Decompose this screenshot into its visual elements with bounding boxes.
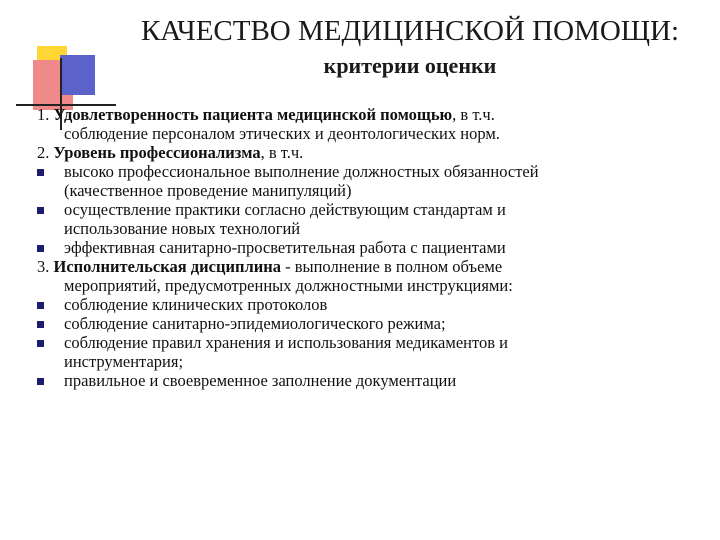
criterion-1 (37, 105, 697, 124)
bullet-text: эффективная санитарно-просветительная работа с пациентами (64, 238, 506, 257)
bullet-text: правильное и своевременное заполнение документации (64, 371, 457, 390)
bullet-text: соблюдение клинических протоколов (64, 295, 328, 314)
criterion-3-bullet-2 (37, 314, 697, 333)
criterion-3-bullet-1 (37, 295, 697, 314)
criterion-2 (37, 143, 697, 162)
bullet-square-icon (37, 340, 44, 347)
criterion-3-text: - выполнение в полном объеме (280, 257, 503, 276)
criterion-1-number: 1. (37, 105, 50, 124)
bullet-text: соблюдение правил хранения и использования медикаментов и (64, 333, 508, 352)
bullet-text: соблюдение санитарно-эпидемиологического режима; (64, 314, 446, 333)
decor-blue-square (60, 55, 95, 95)
bullet-text-cont: инструментария; (64, 352, 184, 371)
slide-subtitle: критерии оценки (323, 53, 497, 78)
criterion-3-heading: Исполнительская дисциплина (53, 257, 281, 276)
bullet-text: высоко профессиональное выполнение должностных обязанностей (64, 162, 539, 181)
criterion-2-text: , в т.ч. (260, 143, 304, 162)
criteria-list (37, 105, 697, 390)
bullet-text: осуществление практики согласно действующим стандартам и (64, 200, 506, 219)
criterion-3 (37, 257, 697, 276)
bullet-square-icon (37, 321, 44, 328)
bullet-square-icon (37, 302, 44, 309)
bullet-square-icon (37, 378, 44, 385)
bullet-square-icon (37, 207, 44, 214)
criterion-1-continuation: соблюдение персоналом этических и деонтологических норм. (64, 124, 500, 143)
criterion-1-heading: Удовлетворенность пациента медицинской помощью (53, 105, 453, 124)
criterion-2-bullet-2 (37, 200, 697, 238)
criterion-2-number: 2. (37, 143, 50, 162)
bullet-text-cont: использование новых технологий (64, 219, 301, 238)
bullet-square-icon (37, 169, 44, 176)
criterion-3-bullet-3 (37, 333, 697, 371)
criterion-3-bullet-4 (37, 371, 697, 390)
bullet-text-cont: (качественное проведение манипуляций) (64, 181, 352, 200)
bullet-square-icon (37, 245, 44, 252)
criterion-2-bullet-3 (37, 238, 697, 257)
criterion-1-text: , в т.ч. (452, 105, 495, 124)
criterion-2-heading: Уровень профессионализма (53, 143, 261, 162)
criterion-2-bullet-1 (37, 162, 697, 200)
criterion-3-number: 3. (37, 257, 50, 276)
criterion-3-continuation: мероприятий, предусмотренных должностными инструкциями: (64, 276, 513, 295)
slide-title: КАЧЕСТВО МЕДИЦИНСКОЙ ПОМОЩИ: (140, 15, 680, 47)
